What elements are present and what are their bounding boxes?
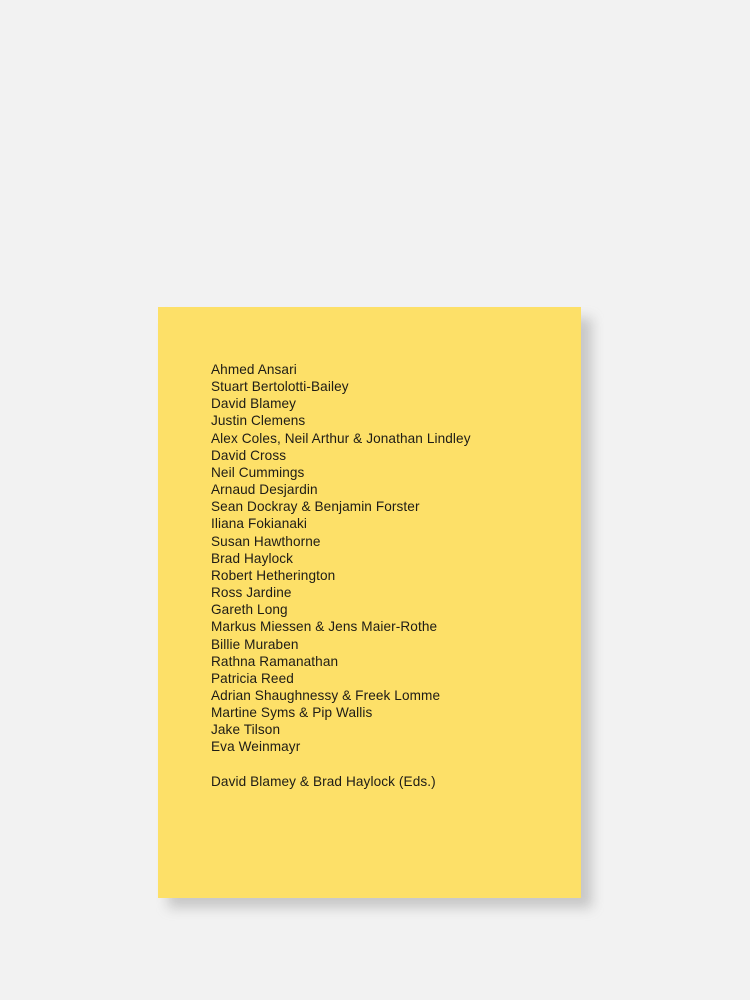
contributor-list	[211, 361, 581, 756]
contributor-name: Markus Miessen & Jens Maier-Rothe	[211, 619, 438, 635]
contributor-name: Gareth Long	[211, 602, 288, 618]
contributor-name: Justin Clemens	[211, 413, 306, 429]
contributor-name: Ahmed Ansari	[211, 362, 297, 377]
contributor-name: Ross Jardine	[211, 585, 292, 601]
contributor-name: Adrian Shaughnessy & Freek Lomme	[211, 687, 441, 703]
book-cover	[158, 307, 581, 898]
contributor-name: David Cross	[211, 447, 287, 463]
contributor-name: Sean Dockray & Benjamin Forster	[211, 499, 420, 515]
contributor-name: Arnaud Desjardin	[211, 482, 318, 498]
contributor-name: Eva Weinmayr	[211, 739, 301, 755]
contributor-name: Rathna Ramanathan	[211, 653, 339, 669]
contributor-name: Neil Cummings	[211, 464, 305, 480]
contributor-name: Martine Syms & Pip Wallis	[211, 705, 373, 721]
contributor-name: Jake Tilson	[211, 722, 281, 738]
contributor-name: Billie Muraben	[211, 636, 299, 652]
contributor-name: Alex Coles, Neil Arthur & Jonathan Lindley	[211, 430, 471, 446]
contributor-name: Patricia Reed	[211, 670, 294, 686]
contributor-name: Iliana Fokianaki	[211, 516, 308, 532]
contributor-name: Stuart Bertolotti-Bailey	[211, 379, 349, 395]
contributor-name: Brad Haylock	[211, 550, 294, 566]
contributor-name: Susan Hawthorne	[211, 533, 321, 549]
contributor-name: David Blamey	[211, 396, 297, 412]
contributor-name: Robert Hetherington	[211, 567, 336, 583]
editors-credit: David Blamey & Brad Haylock (Eds.)	[211, 773, 436, 789]
